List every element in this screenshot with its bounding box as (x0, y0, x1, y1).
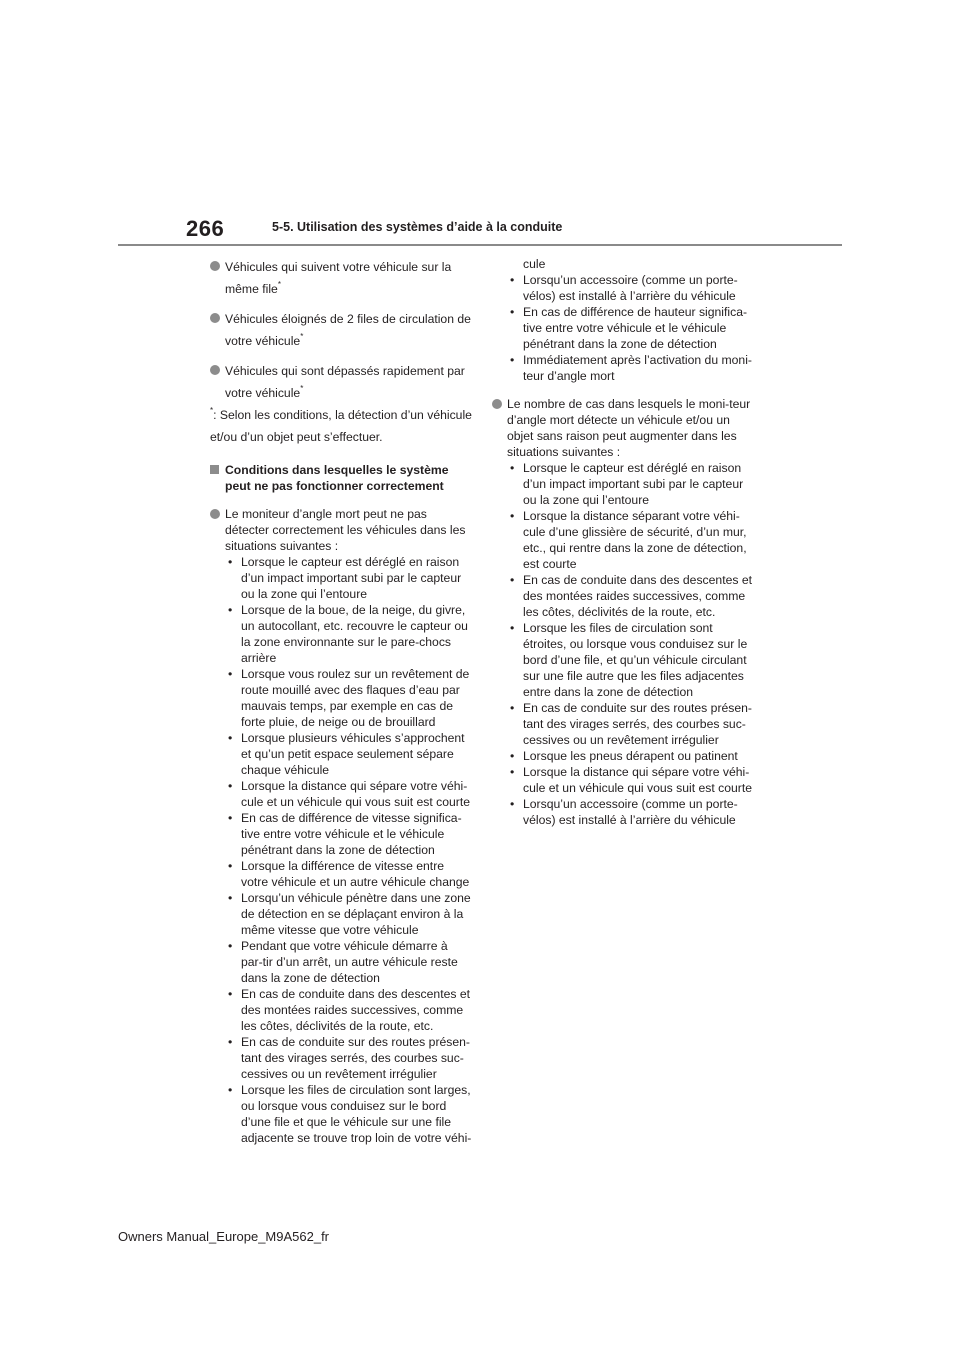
condition-item: • Pendant que votre véhicule démarre à par-tir d’un arrêt, un autre véhicule reste dans la zone de détection (225, 938, 472, 986)
condition-item: • Lorsqu’un véhicule pénètre dans une zone de détection en se déplaçant environ à la même vitesse que votre véhicule (225, 890, 472, 938)
bullet-icon (210, 313, 220, 323)
list-item (210, 506, 472, 1146)
subheading-text: Conditions dans lesquelles le système peut ne pas fonctionner correctement (225, 463, 449, 493)
list-item (210, 360, 472, 404)
bullet-icon (492, 399, 502, 409)
condition-item: • Lorsque la distance séparant votre véhi-cule d’une glissière de sécurité, d’un mur, etc., qui rentre dans la zone de détection, est courte (507, 508, 754, 572)
asterisk-mark: * (277, 280, 281, 289)
footnote-mark: * (210, 406, 214, 415)
condition-item: • En cas de conduite sur des routes présen-tant des virages serrés, des courbes suc-cessives ou un revêtement irrégulier (507, 700, 754, 748)
condition-item: • Lorsqu’un accessoire (comme un porte-vélos) est installé à l’arrière du véhicule (507, 796, 754, 828)
condition-item: • Lorsque vous roulez sur un revêtement de route mouillé avec des flaques d’eau par mauvais temps, par exemple en cas de forte pluie, de neige ou de brouillard (225, 666, 472, 730)
item-text: Véhicules qui suivent votre véhicule sur la même file (225, 260, 452, 296)
asterisk-mark: * (300, 384, 304, 393)
conditions-list (225, 554, 472, 1146)
asterisk-mark: * (300, 332, 304, 341)
continuation-text: cule (523, 257, 546, 271)
conditions-list (507, 460, 754, 828)
right-column (492, 256, 754, 840)
item-text: Véhicules éloignés de 2 files de circulation de votre véhicule (225, 312, 471, 348)
condition-item: • Lorsque les files de circulation sont étroites, ou lorsque vous conduisez sur le bord d’une file, et qu’un véhicule circulant sur une file autre que les files adjacentes entre dans la zone de détection (507, 620, 754, 700)
condition-item: • Lorsque de la boue, de la neige, du givre, un autocollant, etc. recouvre le capteur ou la zone environnante sur le pare-chocs arrière (225, 602, 472, 666)
condition-item: • Lorsque le capteur est déréglé en raison d’un impact important subi par le capteur ou la zone qui l’entoure (225, 554, 472, 602)
list-item (492, 396, 754, 828)
page-number: 266 (186, 216, 225, 241)
condition-item: • Immédiatement après l’activation du moni-teur d’angle mort (507, 352, 754, 384)
conditions-list-continued (507, 272, 754, 384)
list-item (210, 308, 472, 352)
header-divider (118, 244, 842, 246)
condition-item: • Lorsque les pneus dérapent ou patinent (507, 748, 754, 764)
section-title: 5-5. Utilisation des systèmes d’aide à la conduite (272, 220, 563, 234)
subheading (210, 462, 472, 494)
list-item-continued (492, 256, 754, 384)
left-column (210, 256, 472, 1158)
condition-item: • Lorsque plusieurs véhicules s’approchent et qu’un petit espace seulement sépare chaque véhicule (225, 730, 472, 778)
bullet-icon (210, 365, 220, 375)
condition-item: • Lorsque la distance qui sépare votre véhi-cule et un véhicule qui vous suit est courte (507, 764, 754, 796)
square-bullet-icon (210, 465, 219, 474)
bullet-icon (210, 509, 220, 519)
condition-item: • En cas de conduite dans des descentes et des montées raides successives, comme les côtes, déclivités de la route, etc. (225, 986, 472, 1034)
condition-item: • En cas de différence de hauteur significa-tive entre votre véhicule et le véhicule pénétrant dans la zone de détection (507, 304, 754, 352)
condition-item: • Lorsque les files de circulation sont larges, ou lorsque vous conduisez sur le bord d’une file et que le véhicule sur une file adjacente se trouve trop loin de votre véhi- (225, 1082, 472, 1146)
intro-text: Le nombre de cas dans lesquels le moni-teur d’angle mort détecte un véhicule et/ou un objet sans raison peut augmenter dans les situations suivantes : (507, 397, 751, 459)
footnote (210, 404, 472, 448)
item-text: Véhicules qui sont dépassés rapidement par votre véhicule (225, 364, 465, 400)
condition-item: • En cas de conduite dans des descentes et des montées raides successives, comme les côtes, déclivités de la route, etc. (507, 572, 754, 620)
condition-item: • En cas de différence de vitesse significa-tive entre votre véhicule et le véhicule pénétrant dans la zone de détection (225, 810, 472, 858)
condition-item: • Lorsqu’un accessoire (comme un porte-vélos) est installé à l’arrière du véhicule (507, 272, 754, 304)
list-item (210, 256, 472, 300)
condition-item: • Lorsque le capteur est déréglé en raison d’un impact important subi par le capteur ou la zone qui l’entoure (507, 460, 754, 508)
footer-text: Owners Manual_Europe_M9A562_fr (118, 1229, 330, 1244)
footnote-text: : Selon les conditions, la détection d’un véhicule et/ou d’un objet peut s’effectuer. (210, 408, 472, 444)
intro-text: Le moniteur d’angle mort peut ne pas détecter correctement les véhicules dans les situations suivantes : (225, 507, 466, 553)
bullet-icon (210, 261, 220, 271)
condition-item: • Lorsque la différence de vitesse entre votre véhicule et un autre véhicule change (225, 858, 472, 890)
condition-item: • En cas de conduite sur des routes présen-tant des virages serrés, des courbes suc-cessives ou un revêtement irrégulier (225, 1034, 472, 1082)
condition-item: • Lorsque la distance qui sépare votre véhi-cule et un véhicule qui vous suit est courte (225, 778, 472, 810)
